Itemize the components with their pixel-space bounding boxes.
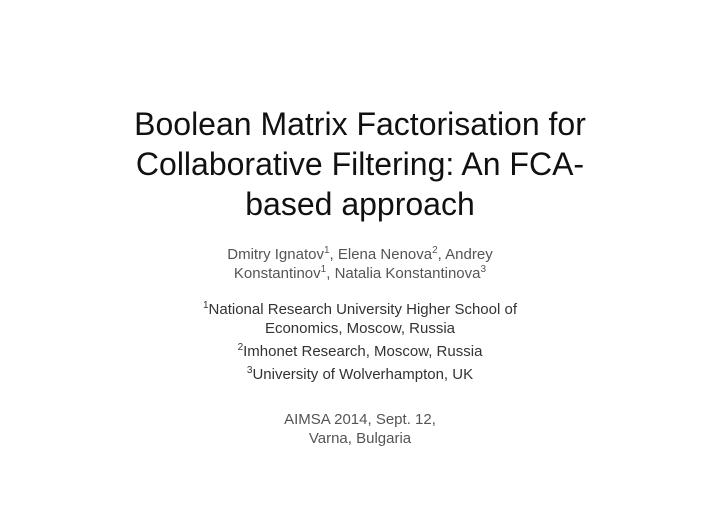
title-line-3: based approach — [245, 186, 475, 222]
event-info — [80, 410, 640, 448]
affiliation-3 — [80, 365, 640, 384]
title-line-1: Boolean Matrix Factorisation for — [134, 106, 586, 142]
author-separator: , — [326, 265, 335, 282]
author-affiliation-mark: 3 — [480, 264, 487, 275]
affiliation-1 — [80, 300, 640, 338]
author-separator: , Andrey — [437, 246, 493, 263]
author-separator: , — [329, 246, 338, 263]
author-affiliation-mark: 2 — [432, 245, 438, 256]
author-list — [80, 245, 640, 283]
author-name: Konstantinov — [233, 265, 321, 282]
affiliation-list — [80, 300, 640, 388]
affiliation-mark: 1 — [202, 300, 209, 311]
author-name: Natalia Konstantinova — [334, 265, 481, 282]
affiliation-text-continued: Economics, Moscow, Russia — [264, 320, 456, 337]
affiliation-text: University of Wolverhampton, UK — [252, 366, 474, 383]
author-line-1 — [80, 245, 640, 264]
event-line-1: AIMSA 2014, Sept. 12, — [284, 411, 436, 428]
author-affiliation-mark: 1 — [320, 264, 327, 275]
affiliation-text: National Research University Higher School of — [208, 301, 518, 318]
author-name: Dmitry Ignatov — [227, 246, 324, 263]
author-line-2 — [80, 264, 640, 283]
event-line-2: Varna, Bulgaria — [308, 430, 412, 447]
affiliation-mark: 2 — [237, 342, 244, 353]
author-affiliation-mark: 1 — [323, 245, 330, 256]
affiliation-mark: 3 — [246, 365, 253, 376]
slide-title — [90, 104, 630, 224]
affiliation-text: Imhonet Research, Moscow, Russia — [243, 343, 483, 360]
author-name: Elena Nenova — [337, 246, 433, 263]
title-line-2: Collaborative Filtering: An FCA- — [135, 146, 585, 182]
affiliation-2 — [80, 342, 640, 361]
